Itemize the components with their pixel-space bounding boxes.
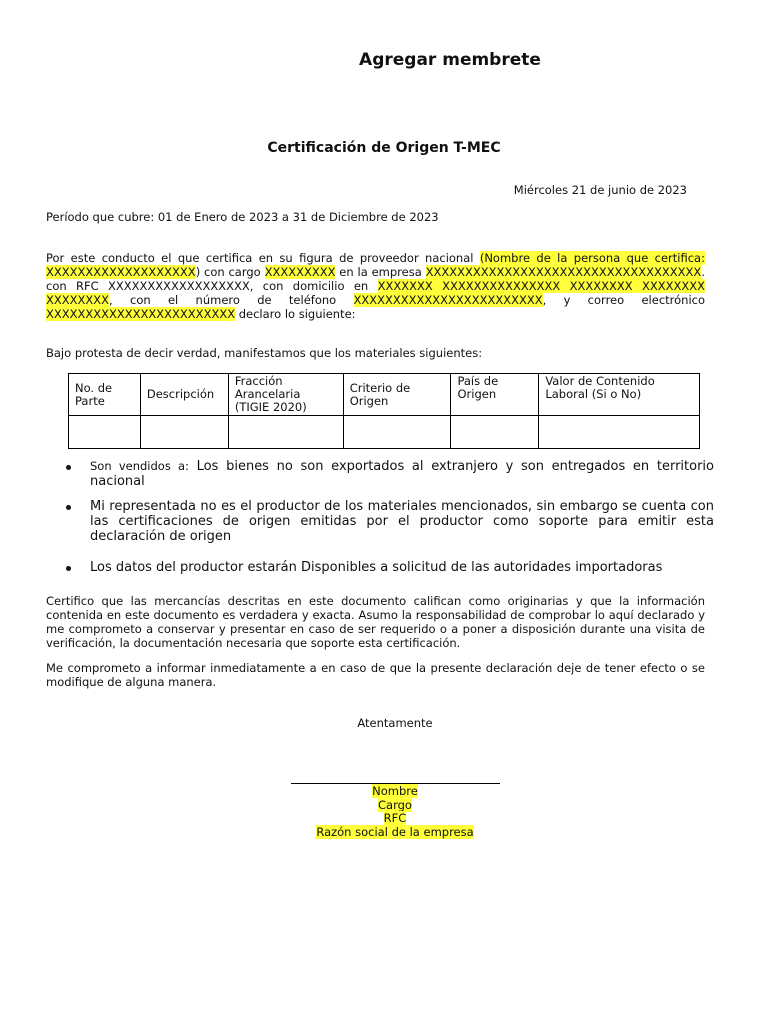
materials-table xyxy=(68,373,700,449)
email-placeholder: XXXXXXXXXXXXXXXXXXXXXXXX xyxy=(46,307,236,321)
bullet-icon xyxy=(66,505,71,510)
table-header-cell: Fracción Arancelaria (TIGIE 2020) xyxy=(228,374,343,416)
position-placeholder: XXXXXXXXX xyxy=(264,265,336,279)
declaration-text: ) con cargo xyxy=(195,265,265,279)
list-item xyxy=(66,459,714,489)
closing-text: Atentamente xyxy=(357,716,433,730)
company-legal-name: Razón social de la empresa xyxy=(316,824,474,839)
commitment-paragraph: Me comprometo a informar inmediatamente a en caso de que la presente declaración deje de tener efecto o se modifique de alguna manera. xyxy=(46,661,705,689)
signer-position: Cargo xyxy=(378,797,412,812)
table-header-cell: País de Origen xyxy=(451,374,539,416)
declaration-text: . con RFC XXXXXXXXXXXXXXXXXX, con domicilio en xyxy=(46,265,705,293)
list-item xyxy=(66,560,714,575)
bullet-icon xyxy=(66,566,71,571)
document-date: Miércoles 21 de junio de 2023 xyxy=(513,183,687,197)
declaration-text: en la empresa xyxy=(335,265,426,279)
producer-statement: Mi representada no es el productor de los materiales mencionados, sin embargo se cuenta con las certificaciones de origen emitidas por el productor como soporte para emitir esta declaración de origen xyxy=(90,499,714,544)
materials-intro: Bajo protesta de decir verdad, manifestamos que los materiales siguientes: xyxy=(46,346,483,360)
declaration-text: , con el número de teléfono xyxy=(109,293,354,307)
certifier-name-placeholder: (Nombre de la persona que certifica: XXXXXXXXXXXXXXXXXXX xyxy=(46,251,705,279)
producer-data-statement: Los datos del productor estarán Disponibles a solicitud de las autoridades importadoras xyxy=(90,560,663,575)
signer-name: Nombre xyxy=(372,784,418,798)
bullet-icon xyxy=(66,465,71,470)
declaration-text: Por este conducto el que certifica en su figura de proveedor nacional xyxy=(46,251,480,265)
table-cell xyxy=(140,416,228,449)
declaration-text: , y correo electrónico xyxy=(542,293,706,307)
phone-placeholder: XXXXXXXXXXXXXXXXXXXXXXXX xyxy=(353,293,543,307)
address-placeholder: XXXXXXX XXXXXXXXXXXXXXX XXXXXXXX XXXXXXXX XXXXXXXX xyxy=(46,279,705,307)
table-header-cell: Descripción xyxy=(140,374,228,416)
signature-block xyxy=(0,785,768,839)
table-header-row xyxy=(69,374,700,416)
table-row xyxy=(69,416,700,449)
certification-paragraph: Certifico que las mercancías descritas en este documento califican como originarias y que la información contenida en este documento es verdadera y exacta. Asumo la responsabilidad de comprobar lo aquí declarado y me comprometo a conservar y presentar en caso de ser requerido o a poner a disposición durante una visita de verificación, la documentación necesaria que soporte esta certificación. xyxy=(46,594,705,650)
table-cell xyxy=(539,416,700,449)
coverage-period: Período que cubre: 01 de Enero de 2023 a 31 de Diciembre de 2023 xyxy=(46,210,439,224)
table-header-cell: Criterio de Origen xyxy=(343,374,451,416)
signer-rfc: RFC xyxy=(383,811,407,825)
sold-to-text: Los bienes no son exportados al extranjero y son entregados en territorio nacional xyxy=(90,459,714,489)
table-header-cell: Valor de Contenido Laboral (Si o No) xyxy=(539,374,700,416)
declaration-paragraph xyxy=(46,251,705,321)
table-cell xyxy=(228,416,343,449)
table-header-cell: No. de Parte xyxy=(69,374,141,416)
sold-to-label: Son vendidos a: xyxy=(90,459,189,473)
table-cell xyxy=(451,416,539,449)
table-cell xyxy=(69,416,141,449)
letterhead-placeholder: Agregar membrete xyxy=(359,50,541,70)
document-title: Certificación de Origen T-MEC xyxy=(267,140,501,156)
table-cell xyxy=(343,416,451,449)
list-item xyxy=(66,499,714,544)
declaration-text: declaro lo siguiente: xyxy=(235,307,356,321)
company-placeholder: XXXXXXXXXXXXXXXXXXXXXXXXXXXXXXXXXXX xyxy=(425,265,702,279)
statements-list xyxy=(66,459,714,585)
